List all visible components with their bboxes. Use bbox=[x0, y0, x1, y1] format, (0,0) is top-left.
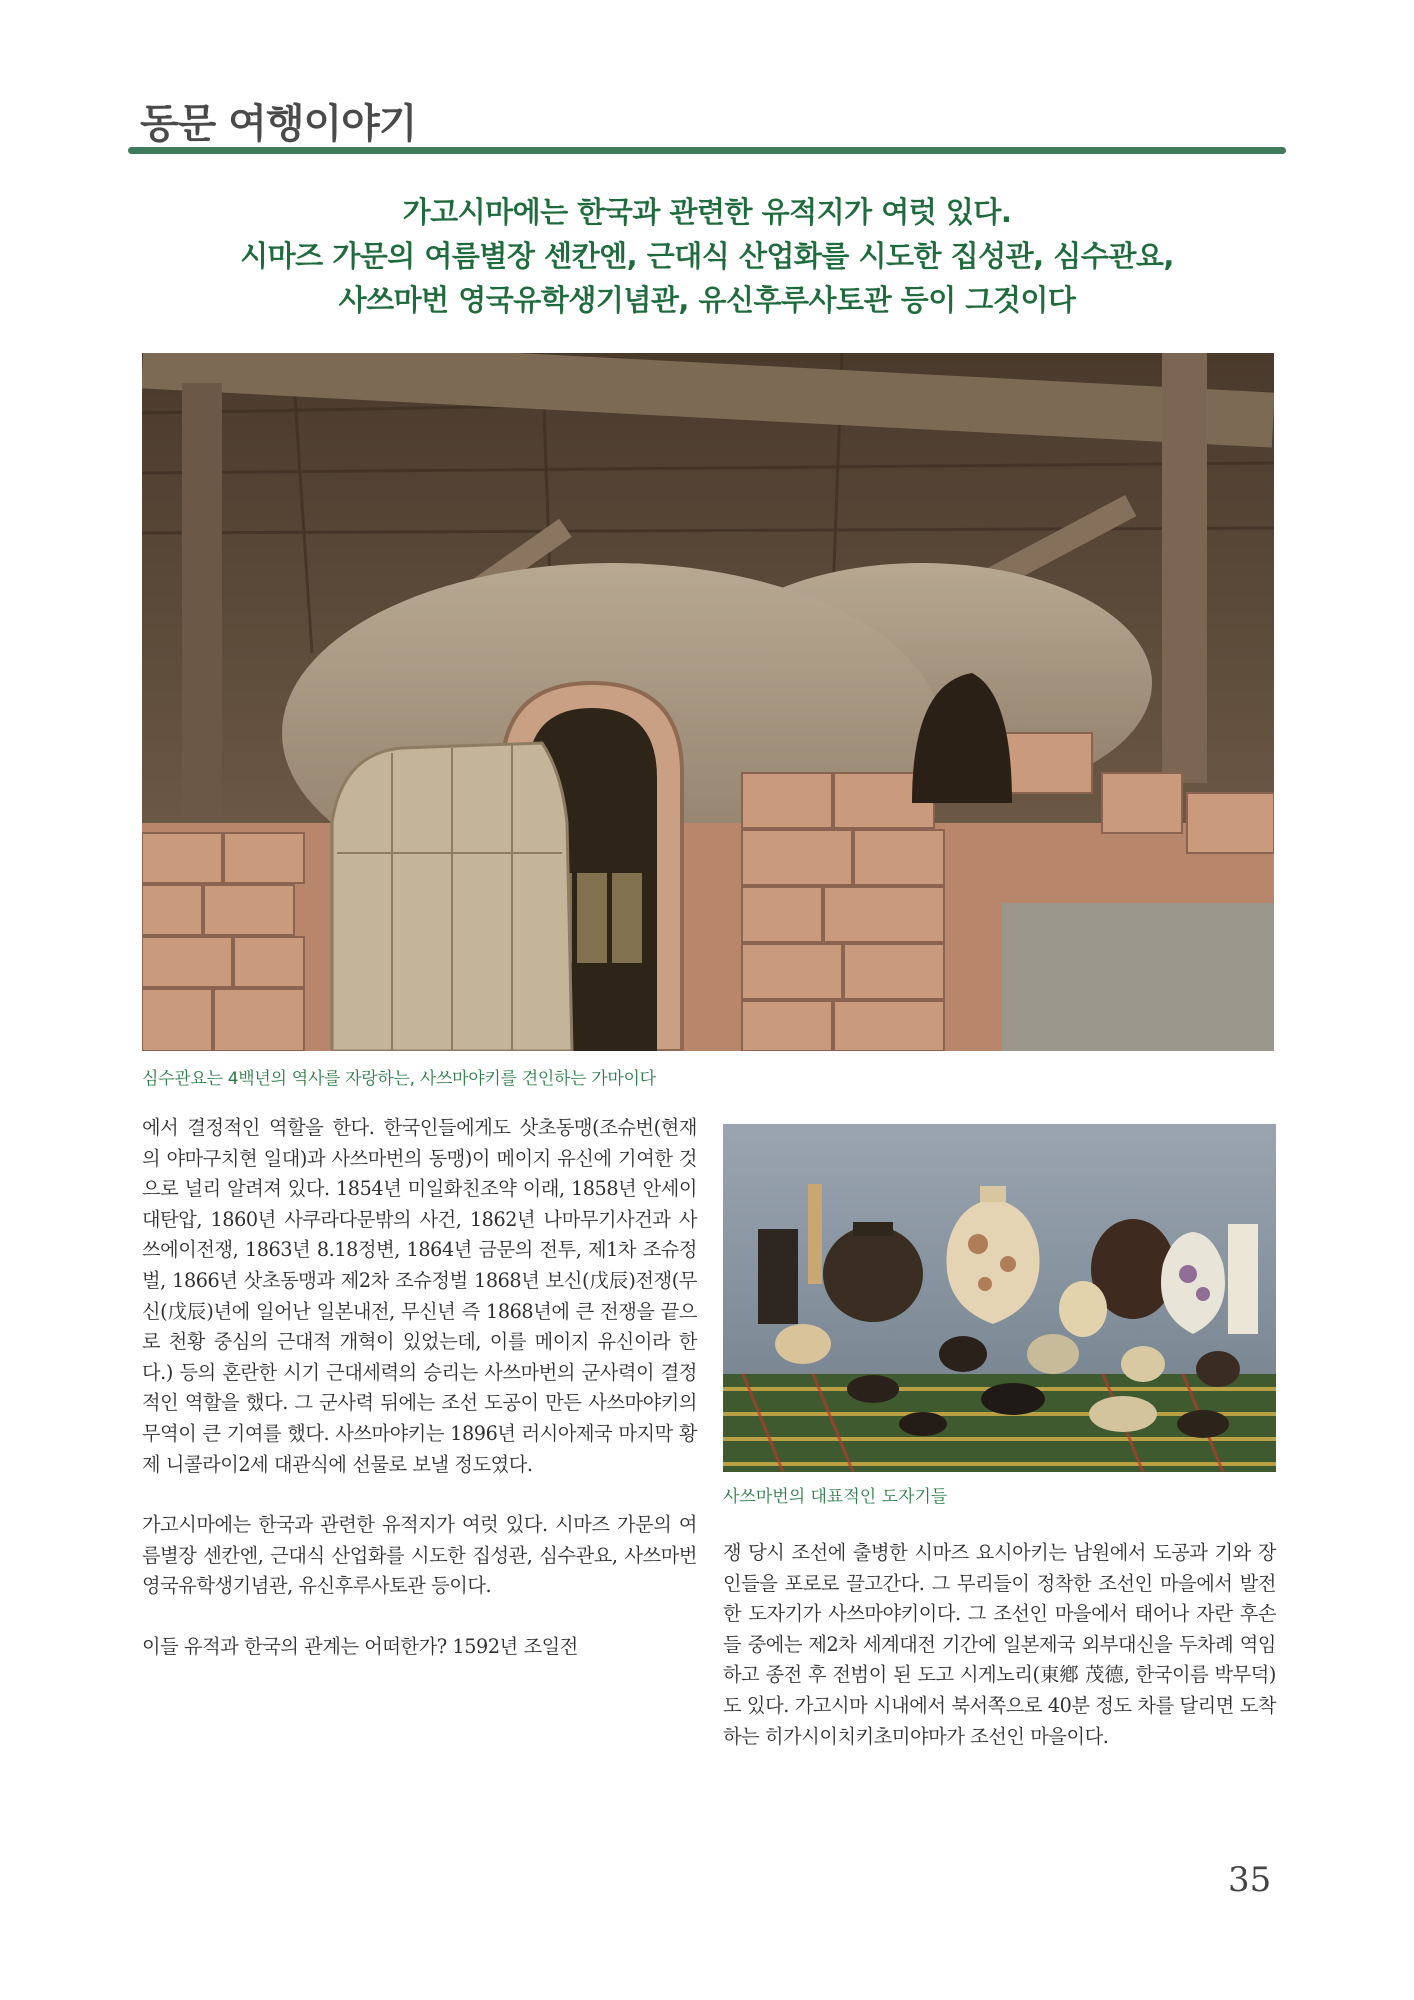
pottery-photo bbox=[723, 1124, 1276, 1472]
kiln-photo bbox=[142, 353, 1274, 1051]
headline-line: 사쓰마번 영국유학생기념관, 유신후루사토관 등이 그것이다 bbox=[338, 283, 1076, 317]
headline bbox=[140, 190, 1274, 322]
kiln-photo-caption: 심수관요는 4백년의 역사를 자랑하는, 사쓰마야키를 견인하는 가마이다 bbox=[142, 1069, 656, 1089]
paragraph: 에서 결정적인 역할을 한다. 한국인들에게도 삿초동맹(조슈번(현재의 야마구치현 일대)과 사쓰마번의 동맹)이 메이지 유신에 기여한 것으로 널리 알려져 있다. 1854년 미일화친조약 이래, 1858년 안세이 대탄압, 1860년 사쿠라다문밖의 사건, 1862년 나마무기사건과 사쓰에이전쟁, 1863년 8.18정변, 1864년 금문의 전투, 제1차 조슈정벌, 1866년 삿초동맹과 제2차 조슈정벌 1868년 보신(戊辰)전쟁(무신(戊辰)년에 일어난 일본내전, 무신년 즉 1868년에 큰 전쟁을 끝으로 천황 중심의 근대적 개혁이 있었는데, 이를 메이지 유신이라 한다.) 등의 혼란한 시기 근대세력의 승리는 사쓰마번의 군사력이 결정적인 역할을 했다. 그 군사력 뒤에는 조선 도공이 만든 사쓰마야키의 무역이 큰 기여를 했다. 사쓰마야키는 1896년 러시아제국 마지막 황제 니콜라이2세 대관식에 선물로 보낼 정도였다. bbox=[142, 1116, 697, 1476]
section-divider bbox=[128, 147, 1286, 154]
section-title: 동문 여행이야기 bbox=[140, 101, 417, 147]
headline-line: 가고시마에는 한국과 관련한 유적지가 여럿 있다. bbox=[402, 195, 1012, 229]
article-body-right: 쟁 당시 조선에 출병한 시마즈 요시아키는 남원에서 도공과 기와 장인들을 포로로 끌고간다. 그 무리들이 정착한 조선인 마을에서 발전한 도자기가 사쓰마야키이다. 그 조선인 마을에서 태어나 자란 후손들 중에는 제2차 세계대전 기간에 일본제국 외부대신을 두차례 역임하고 종전 후 전범이 된 도고 시게노리(東鄕 茂德, 한국이름 박무덕)도 있다. 가고시마 시내에서 북서쪽으로 40분 정도 차를 달리면 도착하는 히가시이치키초미야마가 조선인 마을이다. bbox=[723, 1541, 1276, 1748]
headline-line: 시마즈 가문의 여름별장 센칸엔, 근대식 산업화를 시도한 집성관, 심수관요, bbox=[240, 239, 1174, 273]
article-body-left bbox=[142, 1113, 697, 1663]
paragraph: 가고시마에는 한국과 관련한 유적지가 여럿 있다. 시마즈 가문의 여름별장 센칸엔, 근대식 산업화를 시도한 집성관, 심수관요, 사쓰마번 영국유학생기념관, 유신후루사토관 등이다. bbox=[142, 1513, 697, 1598]
pottery-photo-caption: 사쓰마번의 대표적인 도자기들 bbox=[723, 1487, 948, 1507]
page-number: 35 bbox=[1228, 1860, 1272, 1900]
paragraph: 이들 유적과 한국의 관계는 어떠한가? 1592년 조일전 bbox=[142, 1634, 578, 1658]
